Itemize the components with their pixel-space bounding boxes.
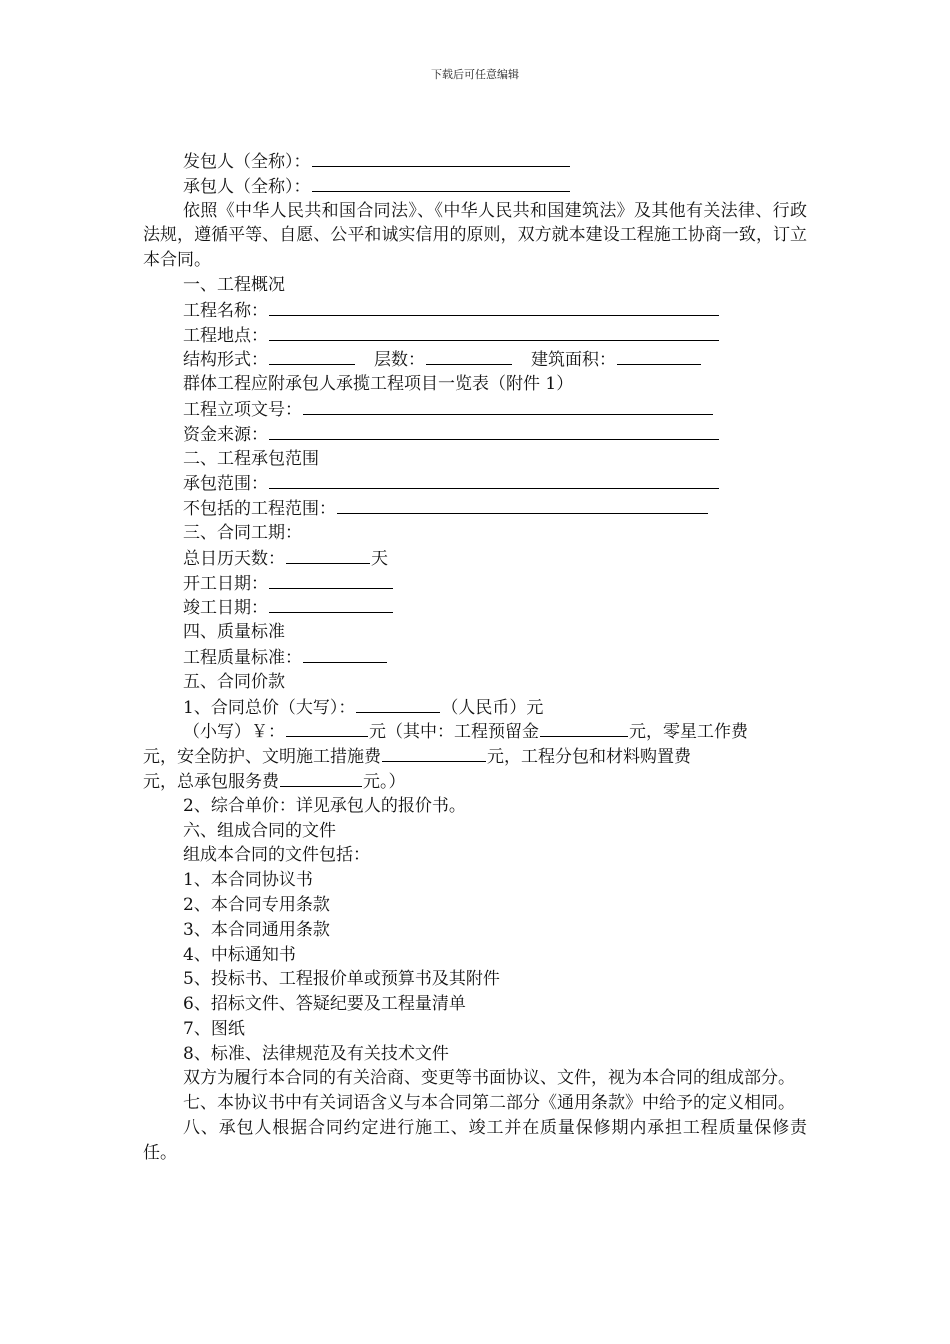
contractor-name-field[interactable] — [312, 174, 570, 192]
quality-standard-label: 工程质量标准： — [183, 647, 302, 668]
documents-intro: 组成本合同的文件包括： — [183, 845, 370, 866]
start-date-field[interactable] — [269, 571, 393, 589]
total-days-line — [143, 546, 807, 571]
total-price-line — [143, 695, 807, 720]
employer-label: 发包人（全称）： — [183, 152, 311, 172]
contractor-line — [143, 174, 807, 199]
section-5-title: 五、合同价款 — [183, 671, 285, 692]
structure-label: 结构形式： — [183, 350, 268, 371]
total-price-words-field[interactable] — [356, 695, 440, 713]
structure-field[interactable] — [269, 347, 355, 365]
finish-date-line — [143, 595, 807, 620]
service-fee-label: 元，总承包服务费 — [143, 771, 279, 792]
start-date-label: 开工日期： — [183, 573, 268, 594]
safety-fee-line — [143, 744, 807, 769]
section-7-paragraph: 七、本协议书中有关词语含义与本合同第二部分《通用条款》中给予的定义相同。 — [183, 1093, 795, 1114]
project-location-field[interactable] — [269, 323, 719, 341]
excluded-scope-label: 不包括的工程范围： — [183, 499, 336, 520]
service-fee-field[interactable] — [280, 769, 362, 787]
floors-field[interactable] — [426, 347, 512, 365]
list-item: 6、招标文件、答疑纪要及工程量清单 — [183, 994, 466, 1015]
employer-line — [143, 149, 807, 174]
list-item: 4、中标通知书 — [183, 944, 296, 965]
funding-source-field[interactable] — [269, 422, 719, 440]
section-3-title: 三、合同工期： — [183, 522, 302, 543]
contract-body — [143, 149, 807, 1166]
list-item: 8、标准、法律规范及有关技术文件 — [183, 1043, 449, 1064]
page-header: 下载后可任意编辑 — [431, 68, 519, 81]
subcontract-label: 元，工程分包和材料购置费 — [487, 747, 691, 768]
service-fee-unit: 元。） — [363, 771, 406, 792]
quality-standard-line — [143, 645, 807, 670]
funding-source-label: 资金来源： — [183, 424, 268, 445]
section-1-title: 一、工程概况 — [183, 274, 285, 295]
project-name-field[interactable] — [269, 298, 719, 316]
documents-closing-paragraph: 双方为履行本合同的有关洽商、变更等书面协议、文件，视为本合同的组成部分。 — [183, 1068, 795, 1089]
price-figures-line — [143, 719, 807, 744]
section-2-title: 二、工程承包范围 — [183, 448, 319, 469]
reserve-field[interactable] — [540, 719, 628, 737]
approval-number-line — [143, 397, 807, 422]
funding-source-line — [143, 422, 807, 447]
excluded-scope-line — [143, 496, 807, 521]
start-date-line — [143, 571, 807, 596]
section-4-title: 四、质量标准 — [183, 622, 285, 643]
price-figures-field[interactable] — [286, 719, 368, 737]
total-price-label: 1、合同总价（大写）： — [183, 697, 356, 718]
finish-date-field[interactable] — [269, 595, 393, 613]
list-item: 1、本合同协议书 — [183, 870, 313, 891]
total-days-field[interactable] — [286, 546, 370, 564]
project-name-line — [143, 298, 807, 323]
project-location-line — [143, 323, 807, 348]
list-item: 7、图纸 — [183, 1018, 245, 1039]
safety-fee-label: 元，安全防护、文明施工措施费 — [143, 747, 381, 768]
unit-price-line: 2、综合单价：详见承包人的报价书。 — [183, 795, 466, 816]
scope-line — [143, 471, 807, 496]
preamble-paragraph: 依照《中华人民共和国合同法》、《中华人民共和国建筑法》及其他有关法律、行政法规，遵循平等、自愿、公平和诚实信用的原则，双方就本建设工程施工协商一致，订立本合同。 — [143, 200, 807, 271]
approval-number-label: 工程立项文号： — [183, 399, 302, 420]
project-location-label: 工程地点： — [183, 325, 268, 346]
daywork-label: 元，零星工作费 — [629, 722, 748, 743]
total-price-unit: （人民币）元 — [441, 697, 544, 718]
contractor-label: 承包人（全称）： — [183, 176, 311, 197]
service-fee-line — [143, 769, 807, 794]
list-item: 2、本合同专用条款 — [183, 894, 330, 915]
project-name-label: 工程名称： — [183, 300, 268, 321]
list-item: 5、投标书、工程报价单或预算书及其附件 — [183, 969, 500, 990]
section-6-title: 六、组成合同的文件 — [183, 820, 336, 841]
excluded-scope-field[interactable] — [337, 496, 708, 514]
list-item: 3、本合同通用条款 — [183, 919, 330, 940]
reserve-label: 元（其中：工程预留金 — [369, 722, 539, 743]
floors-label: 层数： — [374, 350, 425, 371]
finish-date-label: 竣工日期： — [183, 598, 268, 619]
total-days-label: 总日历天数： — [183, 548, 285, 569]
area-label: 建筑面积： — [531, 350, 616, 371]
approval-number-field[interactable] — [303, 397, 713, 415]
structure-line — [143, 347, 807, 372]
scope-label: 承包范围： — [183, 474, 268, 495]
scope-field[interactable] — [269, 471, 719, 489]
employer-name-field[interactable] — [312, 149, 570, 167]
price-figures-label: （小写）￥： — [183, 722, 285, 743]
section-8-paragraph: 八、承包人根据合同约定进行施工、竣工并在质量保修期内承担工程质量保修责任。 — [143, 1118, 807, 1163]
days-unit: 天 — [371, 548, 388, 569]
quality-standard-field[interactable] — [303, 645, 387, 663]
safety-fee-field[interactable] — [382, 744, 486, 762]
group-project-note: 群体工程应附承包人承揽工程项目一览表（附件 1） — [183, 374, 574, 395]
area-field[interactable] — [617, 347, 701, 365]
